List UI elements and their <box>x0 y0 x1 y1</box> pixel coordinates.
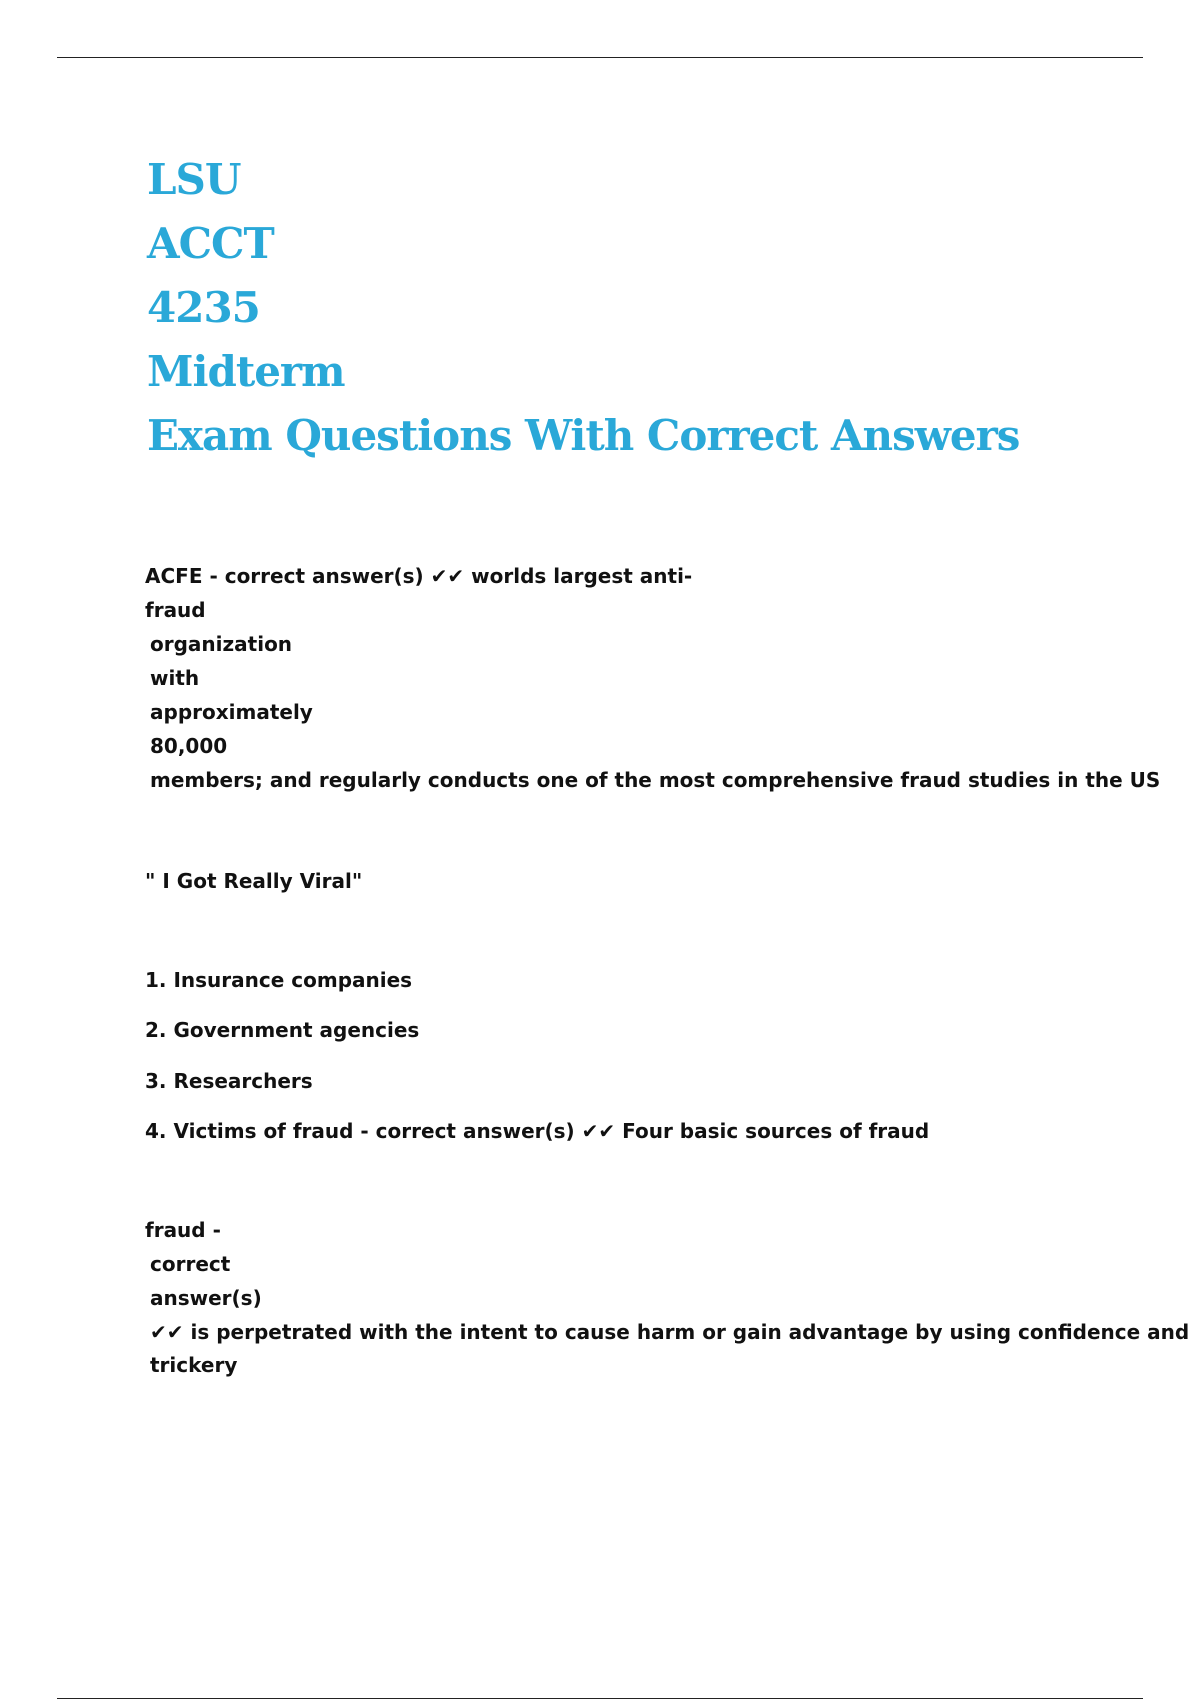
q2-mnemonic: " I Got Really Viral" <box>145 869 363 893</box>
q1-line: members; and regularly conducts one of the most comprehensive fraud studies in the US <box>150 768 1161 792</box>
bottom-rule <box>57 1698 1143 1699</box>
title-line: 4235 <box>147 283 260 332</box>
q3-line: trickery <box>150 1353 238 1377</box>
document-title <box>147 148 1019 468</box>
q1-line: 80,000 <box>150 734 228 758</box>
q2-list-item: 3. Researchers <box>145 1069 313 1093</box>
q1-line: with <box>150 666 200 690</box>
q3-line: ✔✔ is perpetrated with the intent to cause harm or gain advantage by using confidence and <box>150 1320 1190 1344</box>
q2-list-item: 1. Insurance companies <box>145 968 413 992</box>
title-line: ACCT <box>147 219 274 268</box>
top-rule <box>57 57 1143 58</box>
q1-line: fraud <box>145 598 206 622</box>
q1-line: ACFE - correct answer(s) ✔✔ worlds largest anti- <box>145 564 693 588</box>
q3-line: answer(s) <box>150 1286 262 1310</box>
title-line: Midterm <box>147 347 345 396</box>
q1-line: approximately <box>150 700 313 724</box>
q3-line: fraud - <box>145 1218 221 1242</box>
title-line: Exam Questions With Correct Answers <box>147 411 1020 460</box>
q3-line: correct <box>150 1252 231 1276</box>
q2-list-item: 4. Victims of fraud - correct answer(s) ✔✔ Four basic sources of fraud <box>145 1119 930 1143</box>
title-line: LSU <box>147 155 241 204</box>
q1-line: organization <box>150 632 293 656</box>
q2-list-item: 2. Government agencies <box>145 1018 420 1042</box>
